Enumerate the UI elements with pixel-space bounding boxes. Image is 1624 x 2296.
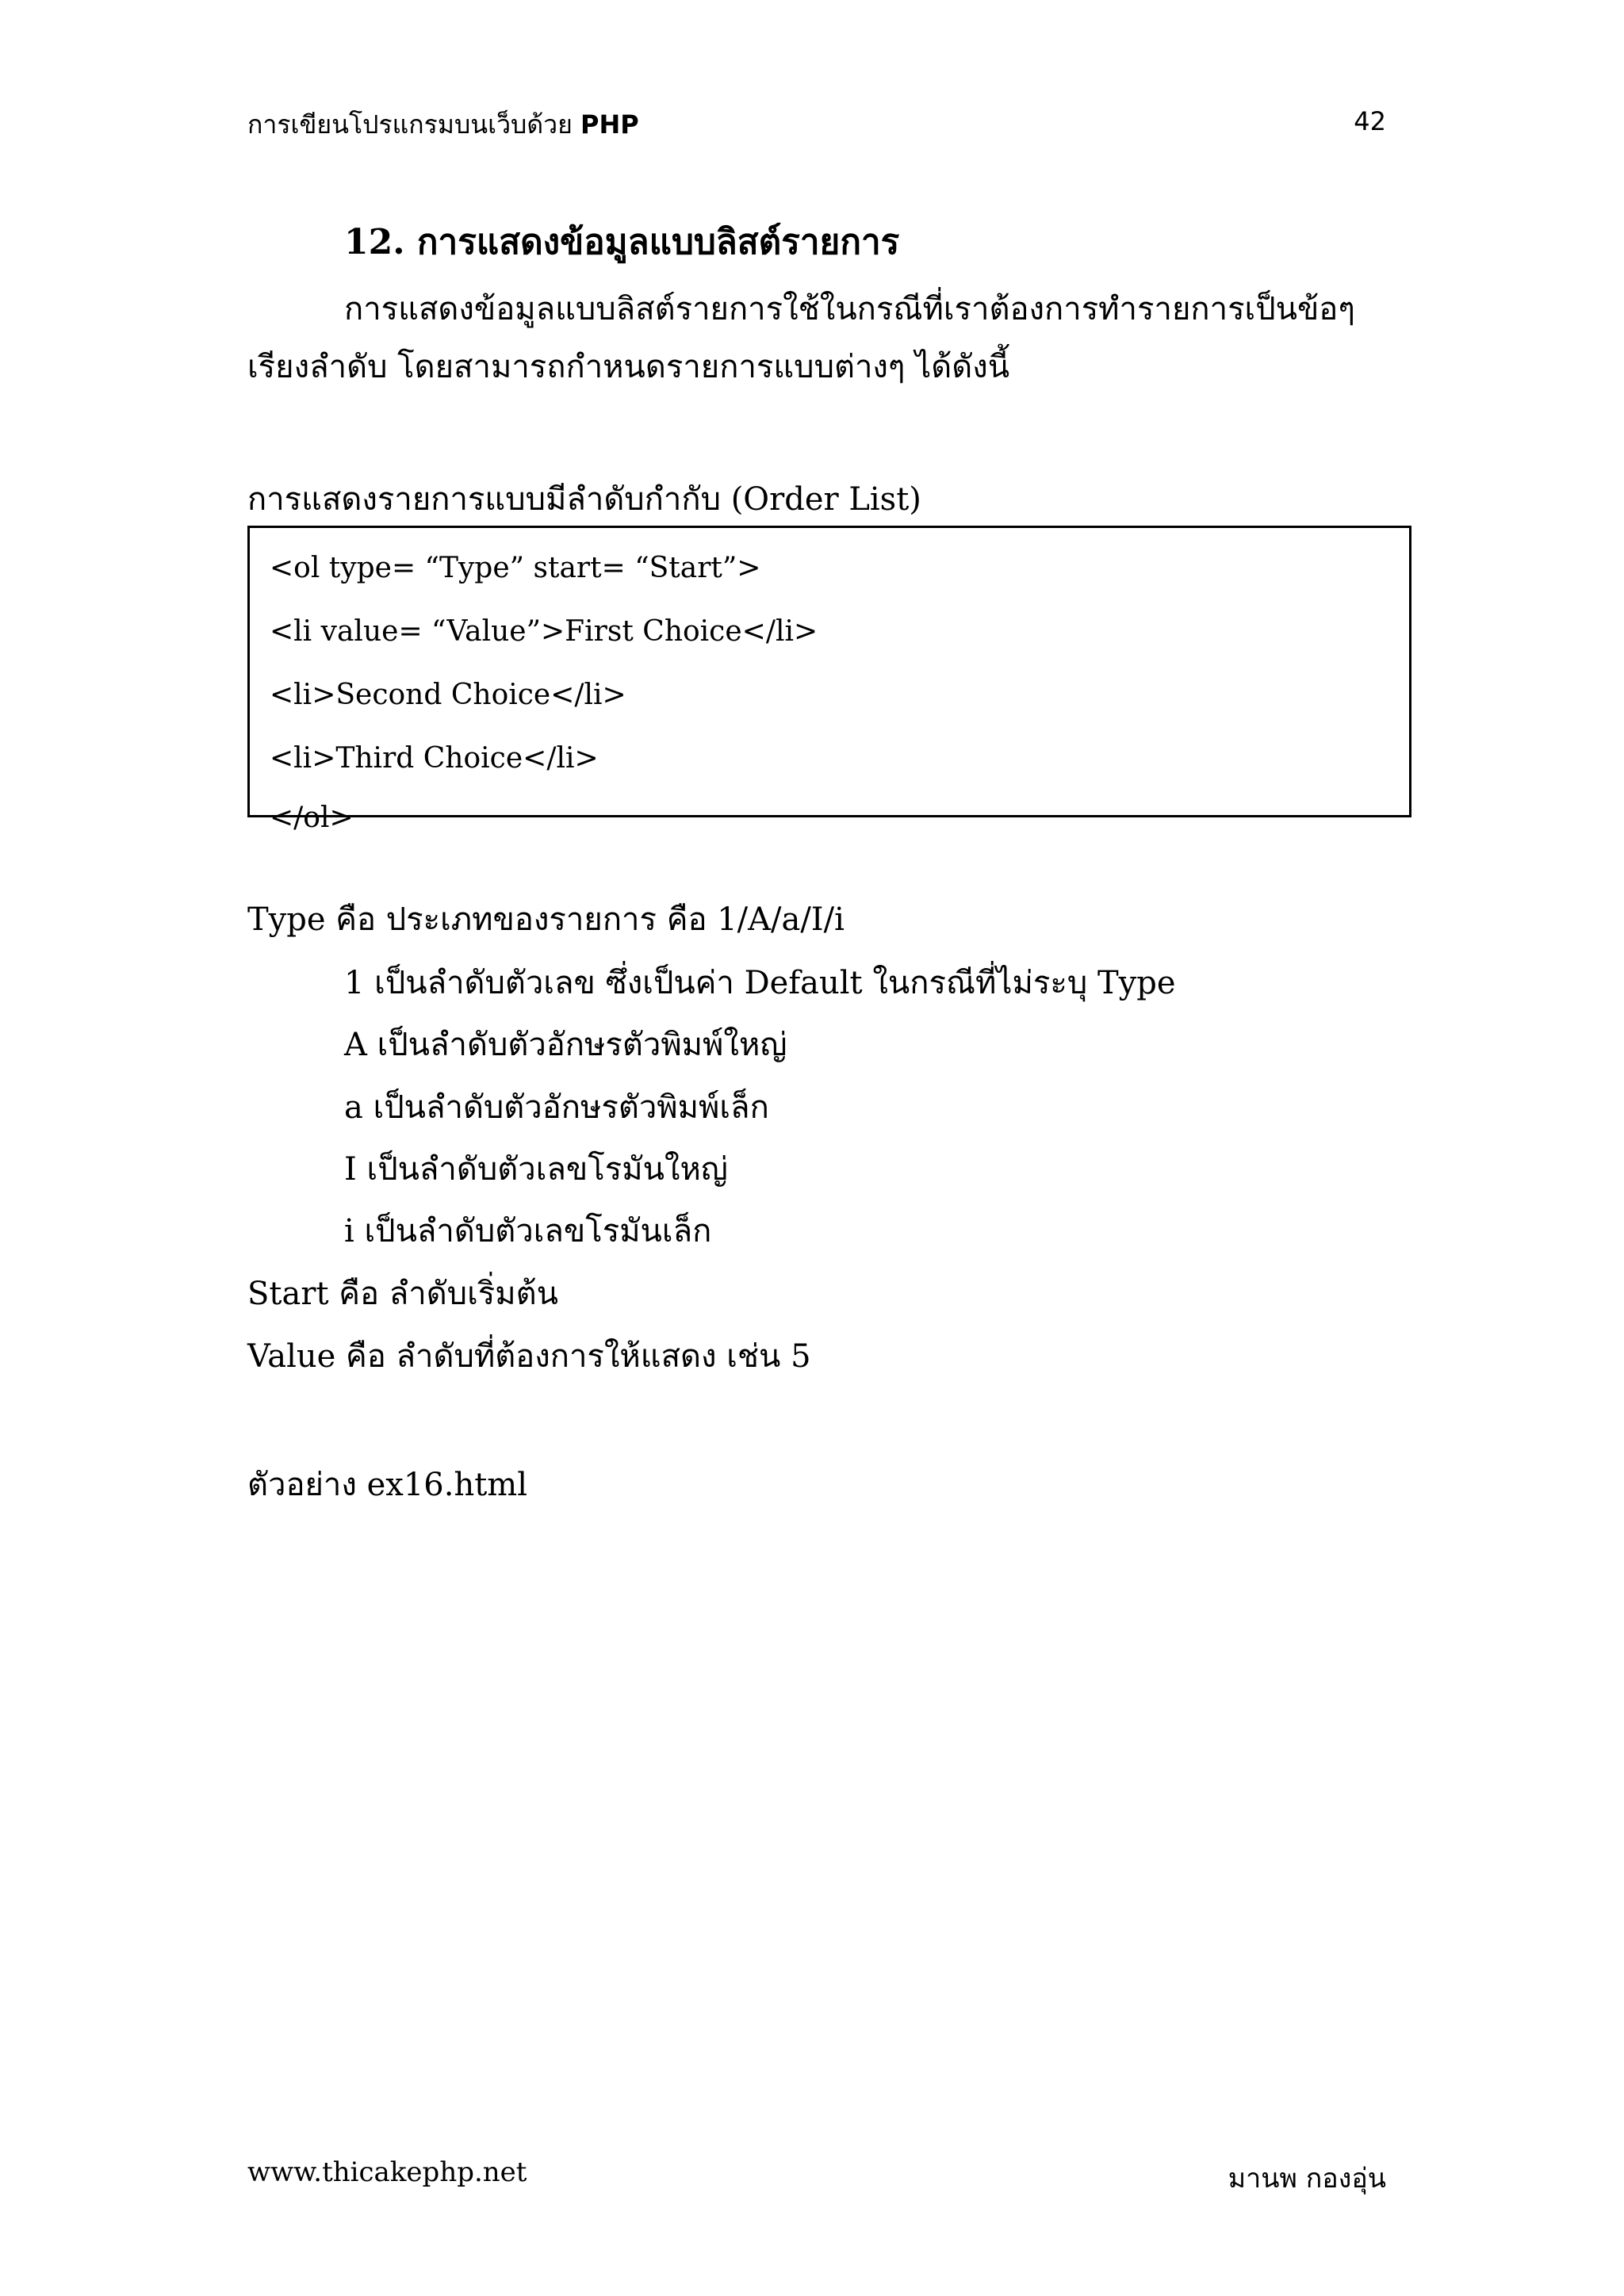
code-line: </ol> [270, 802, 354, 834]
type-item: i เป็นลำดับตัวเลขโรมันเล็ก [344, 1213, 712, 1249]
header-title-text: การเขียนโปรแกรมบนเว็บด้วย [247, 109, 573, 140]
footer-author: มานพ กองอุ่น [1228, 2163, 1386, 2195]
section-heading: 12. การแสดงข้อมูลแบบลิสต์รายการ [344, 222, 900, 262]
intro-paragraph-line-1: การแสดงข้อมูลแบบลิสต์รายการใช้ในกรณีที่เราต้องการทำรายการเป็นข้อๆ [344, 291, 1355, 327]
footer-website: www.thicakephp.net [247, 2156, 527, 2188]
type-item: 1 เป็นลำดับตัวเลข ซึ่งเป็นค่า Default ในกรณีที่ไม่ระบุ Type [344, 965, 1176, 1001]
code-line: <li>Third Choice</li> [270, 742, 599, 775]
code-line: <ol type= “Type” start= “Start”> [270, 552, 761, 584]
page-number: 42 [1354, 106, 1386, 136]
value-definition: Value คือ ลำดับที่ต้องการให้แสดง เช่น 5 [247, 1338, 811, 1375]
type-item: A เป็นลำดับตัวอักษรตัวพิมพ์ใหญ่ [344, 1027, 787, 1063]
type-item: I เป็นลำดับตัวเลขโรมันใหญ่ [344, 1151, 728, 1188]
start-definition: Start คือ ลำดับเริ่มต้น [247, 1276, 558, 1312]
code-example-box [247, 526, 1411, 834]
intro-paragraph-line-2: เรียงลำดับ โดยสามารถกำหนดรายการแบบต่างๆ ได้ดังนี้ [247, 349, 1010, 385]
ordered-list-caption: การแสดงรายการแบบมีลำดับกำกับ (Order List) [247, 481, 921, 518]
code-line: <li value= “Value”>First Choice</li> [270, 615, 818, 648]
example-filename: ตัวอย่าง ex16.html [247, 1467, 528, 1503]
type-item: a เป็นลำดับตัวอักษรตัวพิมพ์เล็ก [344, 1089, 769, 1126]
header-title-php: PHP [580, 109, 639, 140]
running-header [247, 105, 639, 145]
type-definition: Type คือ ประเภทของรายการ คือ 1/A/a/I/i [247, 901, 845, 938]
code-line: <li>Second Choice</li> [270, 679, 626, 711]
